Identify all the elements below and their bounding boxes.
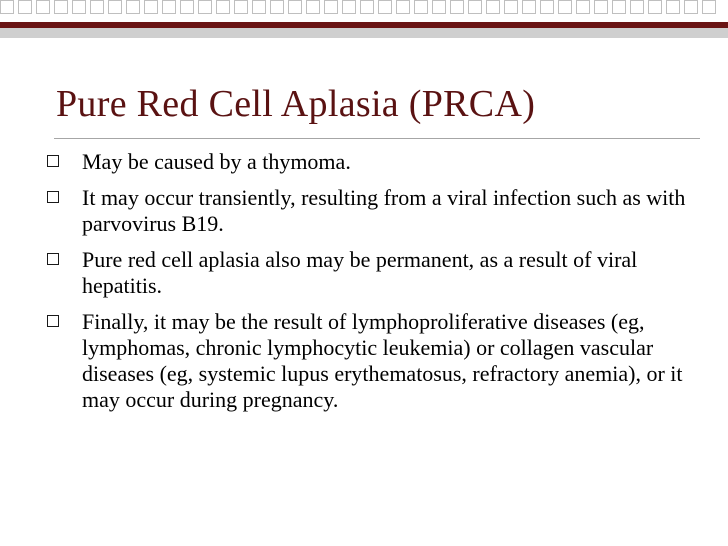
bullet-item: [42, 149, 692, 175]
decorative-square: [486, 0, 500, 14]
decorative-square: [216, 0, 230, 14]
decorative-square: [54, 0, 68, 14]
gray-band: [0, 28, 728, 38]
decorative-square: [0, 0, 14, 14]
bullet-item: [42, 247, 692, 299]
decorative-square: [252, 0, 266, 14]
decorative-square: [684, 0, 698, 14]
decorative-square: [72, 0, 86, 14]
hollow-square-bullet-icon: [47, 253, 59, 265]
bullet-item: [42, 185, 692, 237]
title-divider: [54, 138, 700, 139]
decorative-square: [198, 0, 212, 14]
decorative-square: [504, 0, 518, 14]
hollow-square-bullet-icon: [47, 315, 59, 327]
decorative-square: [270, 0, 284, 14]
decorative-square: [288, 0, 302, 14]
decorative-square: [468, 0, 482, 14]
bullet-list: [42, 149, 692, 423]
decorative-square: [18, 0, 32, 14]
decorative-square: [378, 0, 392, 14]
decorative-square: [576, 0, 590, 14]
hollow-square-bullet-icon: [47, 155, 59, 167]
decorative-square: [540, 0, 554, 14]
bullet-text: May be caused by a thymoma.: [82, 149, 351, 174]
decorative-square: [90, 0, 104, 14]
bullet-text: Pure red cell aplasia also may be permanent, as a result of viral hepatitis.: [82, 247, 638, 298]
decorative-square: [306, 0, 320, 14]
decorative-square: [612, 0, 626, 14]
hollow-square-bullet-icon: [47, 191, 59, 203]
decorative-square: [180, 0, 194, 14]
decorative-square: [414, 0, 428, 14]
decorative-square: [522, 0, 536, 14]
decorative-square: [360, 0, 374, 14]
decorative-square: [324, 0, 338, 14]
decorative-square: [558, 0, 572, 14]
decorative-square: [630, 0, 644, 14]
decorative-square: [702, 0, 716, 14]
decorative-square: [126, 0, 140, 14]
decorative-square: [648, 0, 662, 14]
slide-title: Pure Red Cell Aplasia (PRCA): [56, 83, 536, 125]
decorative-square: [450, 0, 464, 14]
bullet-text: Finally, it may be the result of lymphoproliferative diseases (eg, lymphomas, chronic lymphocytic leukemia) or collagen vascular diseases (eg, systemic lupus erythematosus, refractory anemia), or it may occur during pregnancy.: [82, 309, 683, 412]
decorative-square: [666, 0, 680, 14]
decorative-square: [36, 0, 50, 14]
top-decorative-band: [0, 0, 728, 38]
decorative-square: [342, 0, 356, 14]
bullet-item: [42, 309, 692, 413]
decorative-square: [234, 0, 248, 14]
decorative-square: [162, 0, 176, 14]
decorative-square: [396, 0, 410, 14]
decorative-square: [108, 0, 122, 14]
decorative-square: [594, 0, 608, 14]
bullet-text: It may occur transiently, resulting from a viral infection such as with parvovirus B19.: [82, 185, 686, 236]
decorative-square: [144, 0, 158, 14]
decorative-square: [432, 0, 446, 14]
